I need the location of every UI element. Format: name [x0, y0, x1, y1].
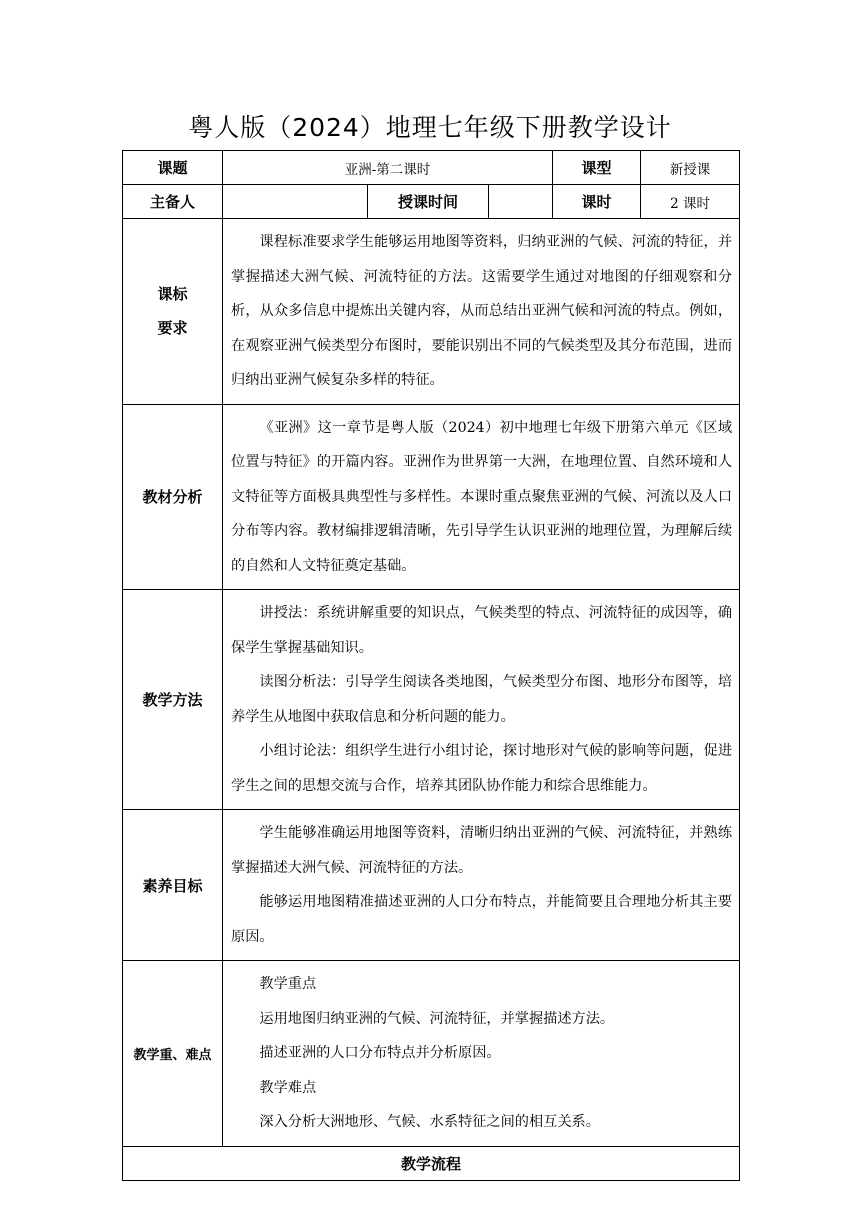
topic-label: 课题: [123, 151, 223, 185]
key-difficult-points-content: [223, 961, 740, 1147]
row-competency-goals: [123, 810, 740, 961]
teaching-flow-heading: 教学流程: [123, 1146, 740, 1180]
paragraph: 描述亚洲的人口分布特点并分析原因。: [259, 1045, 501, 1061]
preparer-value: [223, 185, 368, 219]
document-title: 粤人版（2024）地理七年级下册教学设计: [188, 113, 672, 142]
lesson-type-value: 新授课: [641, 151, 740, 185]
curriculum-requirements-label: 课标 要求: [123, 219, 223, 405]
row-key-difficult-points: [123, 961, 740, 1147]
lesson-plan-table: [122, 150, 740, 1181]
class-hours-label: 课时: [553, 185, 641, 219]
paragraph: 运用地图归纳亚洲的气候、河流特征，并掌握描述方法。: [259, 1010, 615, 1027]
topic-value: 亚洲-第二课时: [223, 151, 553, 185]
competency-goals-content: [223, 810, 740, 961]
row-curriculum-requirements: [123, 219, 740, 405]
teaching-methods-content: [223, 590, 740, 810]
paragraph: 深入分析大洲地形、气候、水系特征之间的相互关系。: [259, 1114, 600, 1130]
paragraph: 能够运用地图精准描述亚洲的人口分布特点，并能简要且合理地分析其主要原因。: [231, 894, 733, 945]
row-preparer: [123, 185, 740, 219]
class-time-value: [489, 185, 553, 219]
paragraph: 课程标准要求学生能够运用地图等资料，归纳亚洲的气候、河流的特征，并掌握描述大洲气候、河流特征的方法。这需要学生通过对地图的仔细观察和分析，从众多信息中提炼出关键内容，从而总结出亚洲气候和河流的特点。例如，在观察亚洲气候类型分布图时，要能识别出不同的气候类型及其分布范围，进而归纳出亚洲气候复杂多样的特征。: [231, 234, 733, 388]
key-difficult-points-label: 教学重、难点: [123, 961, 223, 1147]
textbook-analysis-label: 教材分析: [123, 404, 223, 590]
paragraph: 教学难点: [259, 1079, 317, 1096]
teaching-methods-label: 教学方法: [123, 590, 223, 810]
lesson-type-label: 课型: [553, 151, 641, 185]
row-topic: [123, 151, 740, 185]
row-teaching-flow: [123, 1146, 740, 1180]
paragraph: 《亚洲》这一章节是粤人版（2024）初中地理七年级下册第六单元《区域位置与特征》的开篇内容。亚洲作为世界第一大洲，在地理位置、自然环境和人文特征等方面极具典型性与多样性。本课时重点聚焦亚洲的气候、河流以及人口分布等内容。教材编排逻辑清晰，先引导学生认识亚洲的地理位置，为理解后续的自然和人文特征奠定基础。: [231, 419, 733, 574]
paragraph: 学生能够准确运用地图等资料，清晰归纳出亚洲的气候、河流特征，并熟练掌握描述大洲气候、河流特征的方法。: [231, 825, 733, 876]
paragraph: 教学重点: [259, 976, 317, 992]
row-textbook-analysis: [123, 404, 740, 590]
curriculum-requirements-content: [223, 219, 740, 405]
class-time-label: 授课时间: [368, 185, 489, 219]
class-hours-value: 2 课时: [641, 185, 740, 219]
paragraph: 讲授法：系统讲解重要的知识点，气候类型的特点、河流特征的成因等，确保学生掌握基础知识。: [231, 605, 733, 656]
preparer-label: 主备人: [123, 185, 223, 219]
textbook-analysis-content: [223, 404, 740, 590]
paragraph: 小组讨论法：组织学生进行小组讨论，探讨地形对气候的影响等问题，促进学生之间的思想交流与合作，培养其团队协作能力和综合思维能力。: [231, 743, 733, 794]
competency-goals-label: 素养目标: [123, 810, 223, 961]
row-teaching-methods: [123, 590, 740, 810]
paragraph: 读图分析法：引导学生阅读各类地图，气候类型分布图、地形分布图等，培养学生从地图中获取信息和分析问题的能力。: [231, 674, 733, 725]
